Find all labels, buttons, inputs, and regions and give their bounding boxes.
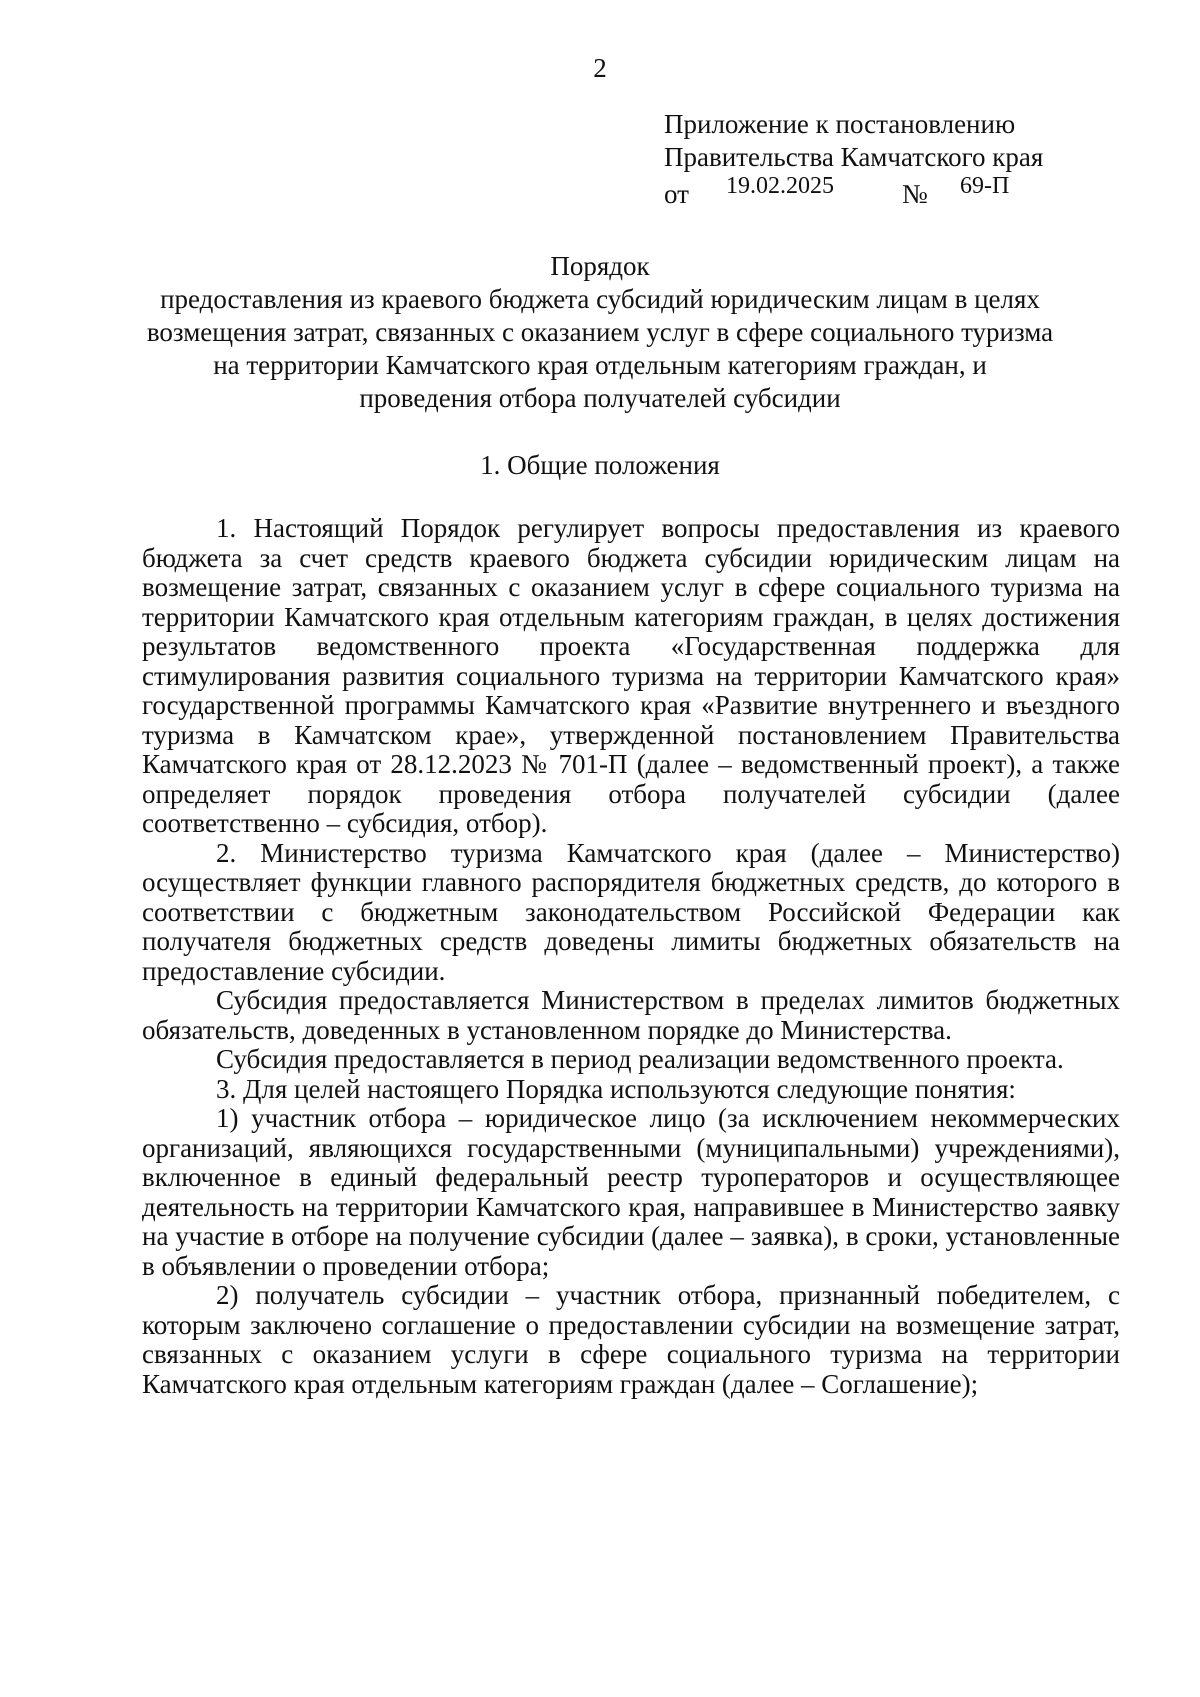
title-line-4: на территории Камчатского края отдельным категориям граждан, и (213, 350, 987, 380)
paragraph: 1. Настоящий Порядок регулирует вопросы предоставления из краевого бюджета за счет средств краевого бюджета субсидии юридическим лицам на возмещение затрат, связанных с оказанием услуг в сфере социального туризма на территории Камчатского края отдельным категориям граждан, в целях достижения результатов ведомственного проекта «Государственная поддержка для стимулирования развития социального туризма на территории Камчатского края» государственной программы Камчатского края «Развитие внутреннего и въездного туризма в Камчатском крае», утвержденной постановлением Правительства Камчатского края от 28.12.2023 № 701-П (далее – ведомственный проект), а также определяет порядок проведения отбора получателей субсидии (далее соответственно – субсидия, отбор). (142, 513, 1120, 838)
appendix-header (664, 108, 1043, 208)
title-line-1: Порядок (550, 251, 650, 281)
document-body (142, 514, 1120, 1399)
section-heading: 1. Общие положения (480, 450, 720, 480)
paragraph: 2) получатель субсидии – участник отбора, признанный победителем, с которым заключено соглашение о предоставлении субсидии на возмещение затрат, связанных с оказанием услуги в сфере социального туризма на территории Камчатского края отдельным категориям граждан (далее – Соглашение); (142, 1280, 1120, 1399)
appendix-date-row (664, 174, 1043, 208)
resolution-date: 19.02.2025 (726, 173, 834, 199)
page-number: 2 (593, 53, 607, 83)
paragraph: Субсидия предоставляется Министерством в пределах лимитов бюджетных обязательств, доведенных в установленном порядке до Министерства. (142, 985, 1120, 1045)
appendix-line-2: Правительства Камчатского края (664, 142, 1044, 172)
title-line-2: предоставления из краевого бюджета субсидий юридическим лицам в целях (160, 284, 1040, 314)
paragraph: 1) участник отбора – юридическое лицо (за исключением некоммерческих организаций, являющихся государственными (муниципальными) учреждениями), включенное в единый федеральный реестр туроператоров и осуществляющее деятельность на территории Камчатского края, направившее в Министерство заявку на участие в отборе на получение субсидии (далее – заявка), в сроки, установленные в объявлении о проведении отбора; (142, 1103, 1120, 1281)
document-title (0, 250, 1200, 415)
paragraph: Субсидия предоставляется в период реализации ведомственного проекта. (216, 1044, 1064, 1074)
resolution-number: 69-П (960, 173, 1010, 199)
paragraph: 2. Министерство туризма Камчатского края (далее – Министерство) осуществляет функции главного распорядителя бюджетных средств, до которого в соответствии с бюджетным законодательством Российской Федерации как получателя бюджетных средств доведены лимиты бюджетных обязательств на предоставление субсидии. (142, 837, 1120, 986)
title-line-3: возмещения затрат, связанных с оказанием услуг в сфере социального туризма (146, 317, 1054, 347)
number-sign: № (902, 179, 928, 209)
appendix-line-1: Приложение к постановлению (664, 109, 1016, 139)
title-line-5: проведения отбора получателей субсидии (359, 383, 841, 413)
from-label: от (664, 179, 689, 209)
paragraph: 3. Для целей настоящего Порядка используются следующие понятия: (216, 1073, 1016, 1104)
